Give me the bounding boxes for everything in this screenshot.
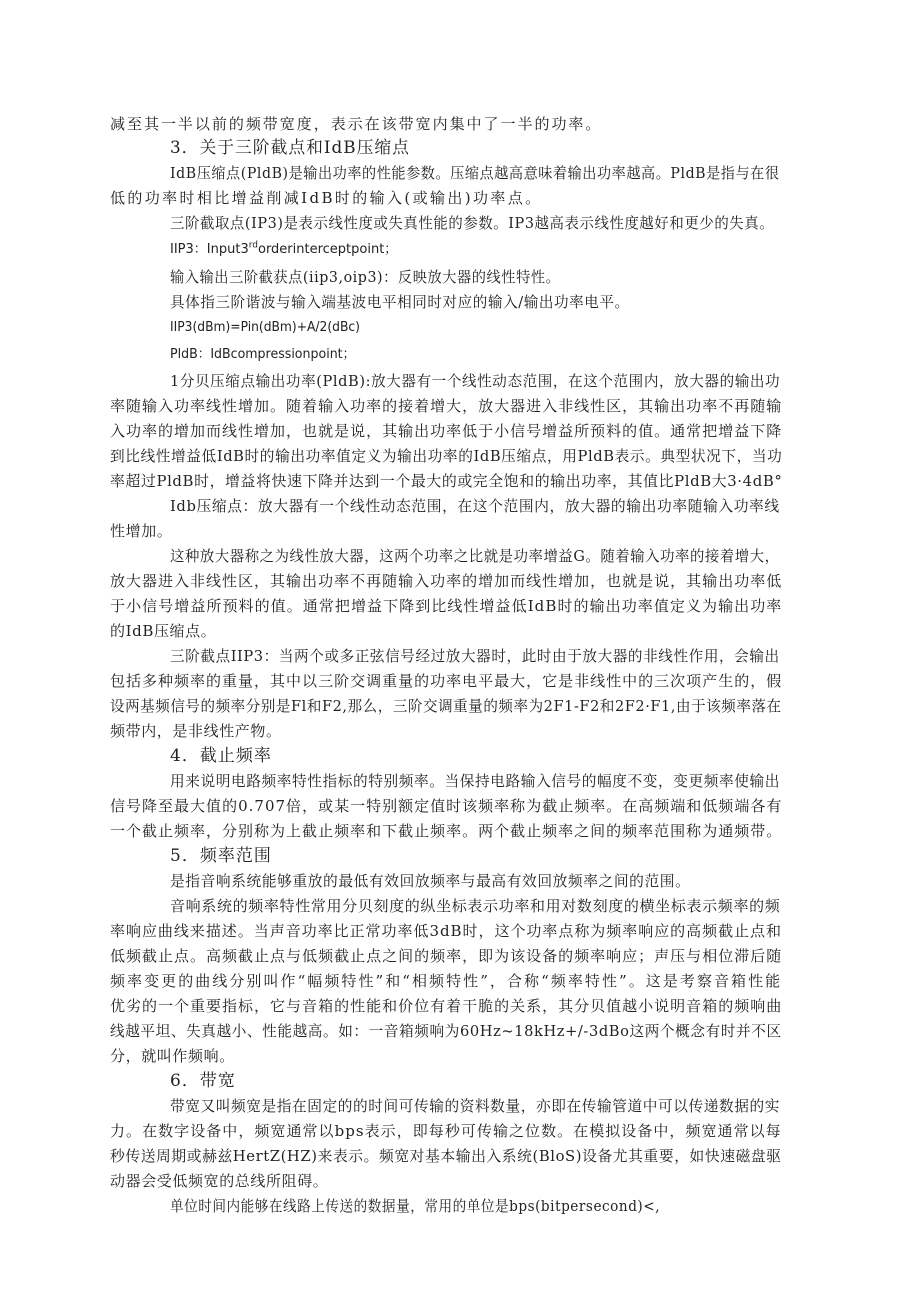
body-line: 优劣的一个重要指标，它与音箱的性能和价位有着干脆的关系，其分贝值越小说明音箱的频响曲: [110, 997, 783, 1015]
formula-line: IIP3(dBm)=Pin(dBm)+A/2(dBc): [170, 320, 360, 335]
formula-line: [170, 240, 400, 260]
body-line: 频率变更的曲线分别叫作“幅频特性”和“相频特性”，合称“频率特性”。这是考察音箱性能: [110, 972, 783, 990]
body-line: 于小信号增益所预料的值。通常把增益下降到比线性增益低IdB时的输出功率值定义为输出功率: [110, 597, 783, 615]
body-line: 用来说明电路频率特性指标的特别频率。当保持电路输入信号的幅度不变，变更频率使输出: [170, 772, 781, 790]
body-line: 输入输出三阶截获点(iip3,oip3)：反映放大器的线性特性。: [170, 268, 561, 286]
body-line: 频带内，是非线性产物。: [110, 722, 282, 740]
superscript: rd: [248, 240, 258, 251]
body-line: 低频截止点。高频截止点与低频截止点之间的频率，即为该设备的频率响应；声压与相位滞后随: [110, 947, 783, 965]
body-line: 是指音响系统能够重放的最低有效回放频率与最高有效回放频率之间的范围。: [170, 872, 691, 890]
body-line: 三阶截点IIP3：当两个或多正弦信号经过放大器时，此时由于放大器的非线性作用，会输出: [170, 647, 780, 665]
body-line: 率超过PldB时，增益将快速下降并达到一个最大的或完全饱和的输出功率，其值比PldB大3·4dB°: [110, 472, 783, 490]
body-line: 率随输入功率线性增加。随着输入功率的接着增大，放大器进入非线性区，其输出功率不再随输: [110, 397, 783, 415]
section-heading: 6．带宽: [170, 1071, 236, 1091]
body-line: 减至其一半以前的频带宽度，表示在该带宽内集中了一半的功率。: [110, 115, 603, 133]
section-heading: 5．频率范围: [170, 846, 272, 866]
body-line: 1分贝压缩点输出功率(PldB):放大器有一个线性动态范围，在这个范围内，放大器的输出功: [170, 372, 781, 390]
body-line: IdB压缩点(PldB)是输出功率的性能参数。压缩点越高意味着输出功率越高。PldB是指与在很: [170, 164, 780, 182]
formula-line: PldB：IdBcompressionpoint；: [170, 347, 356, 362]
body-line: 信号降至最大值的0.707倍，或某一特别额定值时该频率称为截止频率。在高频端和低频端各有: [110, 797, 783, 815]
body-line: 到比线性增益低IdB时的输出功率值定义为输出功率的IdB压缩点，用PldB表示。典型状况下，当功: [110, 447, 783, 465]
body-line: 性增加。: [110, 522, 173, 540]
body-line: 分，就叫作频响。: [110, 1047, 235, 1065]
section-heading: 4．截止频率: [170, 746, 272, 766]
body-line: 动器会受低频宽的总线所阻碍。: [110, 1172, 329, 1190]
body-line: 秒传送周期或赫兹HertZ(HZ)来表示。频宽对基本输出入系统(BloS)设备尤其重要，如快速磁盘驱: [110, 1147, 782, 1165]
body-line: 率响应曲线来描述。当声音功率比正常功率低3dB时，这个功率点称为频率响应的高频截止点和: [110, 922, 782, 940]
body-line: 包括多种频率的重量，其中以三阶交调重量的功率电平最大，它是非线性中的三次项产生的，假: [110, 672, 783, 690]
body-line: 入功率的增加而线性增加，也就是说，其输出功率低于小信号增益所预料的值。通常把增益下降: [110, 422, 783, 440]
body-line: Idb压缩点：放大器有一个线性动态范围，在这个范围内，放大器的输出功率随输入功率线: [170, 497, 780, 515]
body-line: 具体指三阶谐波与输入端基波电平相同时对应的输入/输出功率电平。: [170, 293, 630, 311]
body-line: 的IdB压缩点。: [110, 622, 217, 640]
body-line: 线越平坦、失真越小、性能越高。如：一音箱频响为60Hz~18kHz+/-3dBo这两个概念有时并不区: [110, 1022, 782, 1040]
body-line: 音响系统的频率特性常用分贝刻度的纵坐标表示功率和用对数刻度的横坐标表示频率的频: [170, 897, 781, 915]
formula-text: IIP3：Input3: [170, 242, 249, 257]
body-line: 放大器进入非线性区，其输出功率不再随输入功率的增加而线性增加，也就是说，其输出功率低: [110, 572, 783, 590]
body-line: 力。在数字设备中，频宽通常以bps表示，即每秒可传输之位数。在模拟设备中，频宽通常以每: [110, 1122, 782, 1140]
formula-text: orderinterceptpoint；: [257, 242, 398, 257]
section-heading: 3．关于三阶截点和IdB压缩点: [170, 138, 410, 158]
body-line: 三阶截取点(IP3)是表示线性度或失真性能的参数。IP3越高表示线性度越好和更少的失真。: [170, 214, 775, 232]
body-line: 单位时间内能够在线路上传送的数据量，常用的单位是bps(bitpersecond)<,: [170, 1197, 661, 1215]
body-line: 带宽又叫频宽是指在固定的的时间可传输的资料数量，亦即在传输管道中可以传递数据的实: [170, 1097, 781, 1115]
body-line: 一个截止频率，分别称为上截止频率和下截止频率。两个截止频率之间的频率范围称为通频带。: [110, 822, 783, 840]
body-line: 低的功率时相比增益削减IdB时的输入(或输出)功率点。: [110, 189, 543, 207]
body-line: 这种放大器称之为线性放大器，这两个功率之比就是功率增益G。随着输入功率的接着增大，: [170, 547, 780, 565]
body-line: 设两基频信号的频率分别是Fl和F2,那么，三阶交调重量的频率为2F1-F2和2F2·F1,由于该频率落在: [110, 697, 782, 715]
